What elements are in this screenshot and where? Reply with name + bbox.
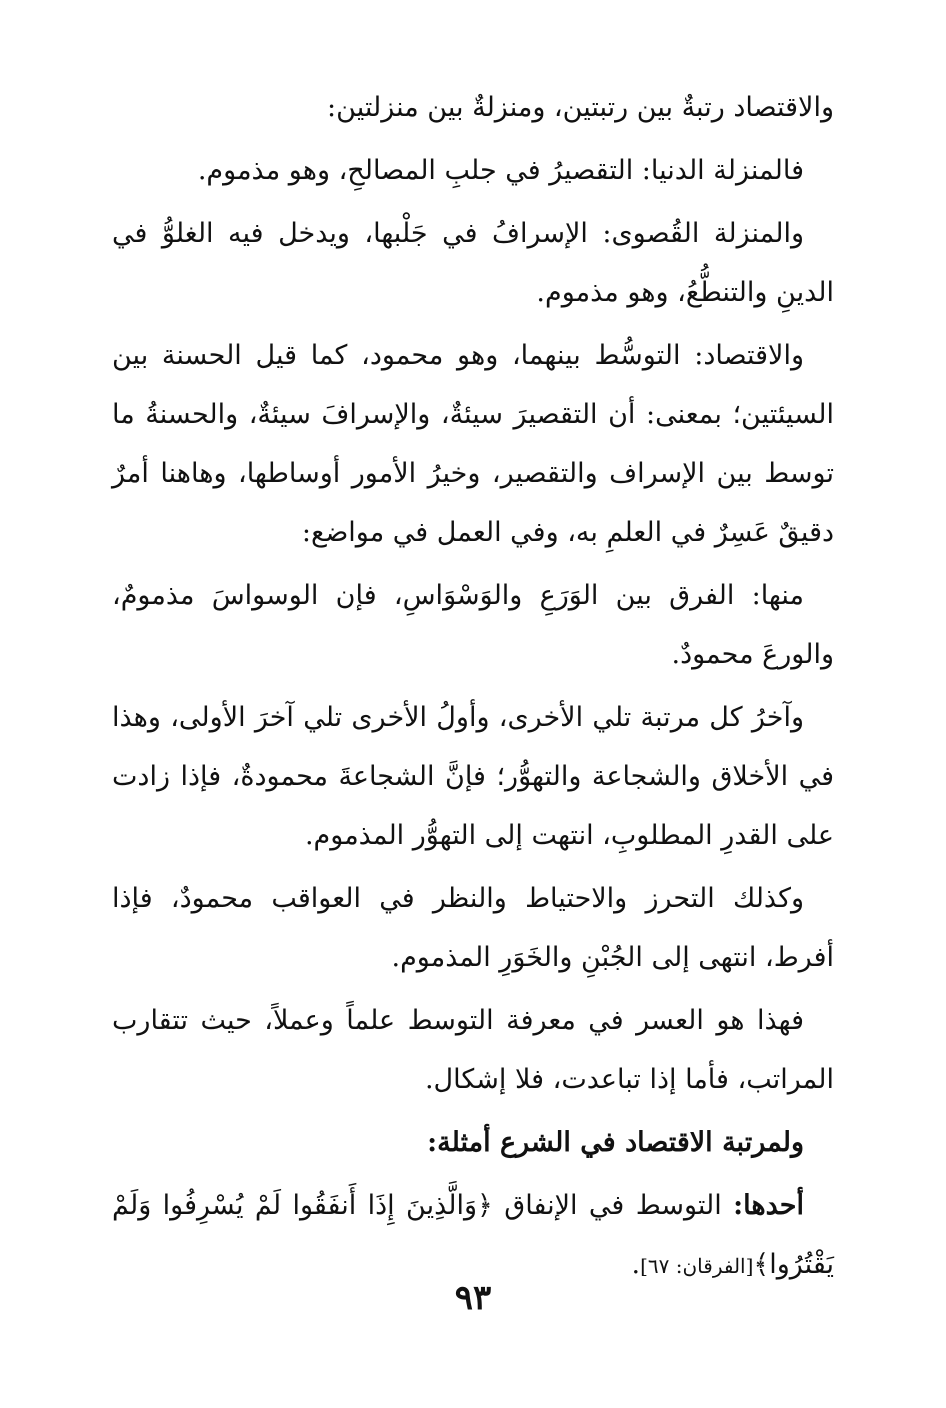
paragraph-3: والمنزلة القُصوى: الإسرافُ في جَلْبها، ويدخل فيه الغلوُّ في الدينِ والتنطُّعُ، وهو مذموم. <box>112 218 834 308</box>
paragraph-6: وآخرُ كل مرتبة تلي الأخرى، وأولُ الأخرى تلي آخرَ الأولى، وهذا في الأخلاق والشجاعة والتهوُّر؛ فإنَّ الشجاعةَ محمودةٌ، فإذا زادت على القدرِ المطلوبِ، انتهت إلى التهوُّر المذموم. <box>112 702 834 851</box>
paragraph-5: منها: الفرق بين الوَرَعِ والوَسْوَاسِ، فإن الوسواسَ مذمومٌ، والورعَ محمودٌ. <box>112 580 834 670</box>
quran-verse: ﴿وَالَّذِينَ إِذَا أَنفَقُوا لَمْ يُسْرِفُوا وَلَمْ يَقْتُرُوا﴾ <box>112 1190 834 1280</box>
paragraph-1: والاقتصاد رتبةٌ بين رتبتين، ومنزلةٌ بين منزلتين: <box>327 92 834 123</box>
verse-reference: [الفرقان: ٦٧] <box>640 1254 754 1278</box>
page-body <box>112 78 834 1300</box>
example-end: . <box>631 1249 641 1280</box>
section-heading: ولمرتبة الاقتصاد في الشرع أمثلة: <box>427 1127 804 1158</box>
paragraph-7: وكذلك التحرز والاحتياط والنظر في العواقب محمودٌ، فإذا أفرط، انتهى إلى الجُبْنِ والخَوَرِ المذموم. <box>112 883 834 973</box>
example-text: التوسط في الإنفاق <box>504 1190 722 1221</box>
example-label: أحدها: <box>733 1190 804 1221</box>
page-number: ٩٣ <box>454 1278 492 1318</box>
paragraph-8: فهذا هو العسر في معرفة التوسط علماً وعملاً، حيث تتقارب المراتب، فأما إذا تباعدت، فلا إشكال. <box>112 1005 834 1095</box>
paragraph-4: والاقتصاد: التوسُّط بينهما، وهو محمود، كما قيل الحسنة بين السيئتين؛ بمعنى: أن التقصيرَ سيئةٌ، والإسرافَ سيئةٌ، والحسنةُ ما توسط بين الإسراف والتقصير، وخيرُ الأمور أوساطها، وهاهنا أمرٌ دقيقٌ عَسِرٌ في العلمِ به، وفي العمل في مواضع: <box>112 340 834 548</box>
paragraph-2: فالمنزلة الدنيا: التقصيرُ في جلبِ المصالحِ، وهو مذموم. <box>197 155 804 186</box>
